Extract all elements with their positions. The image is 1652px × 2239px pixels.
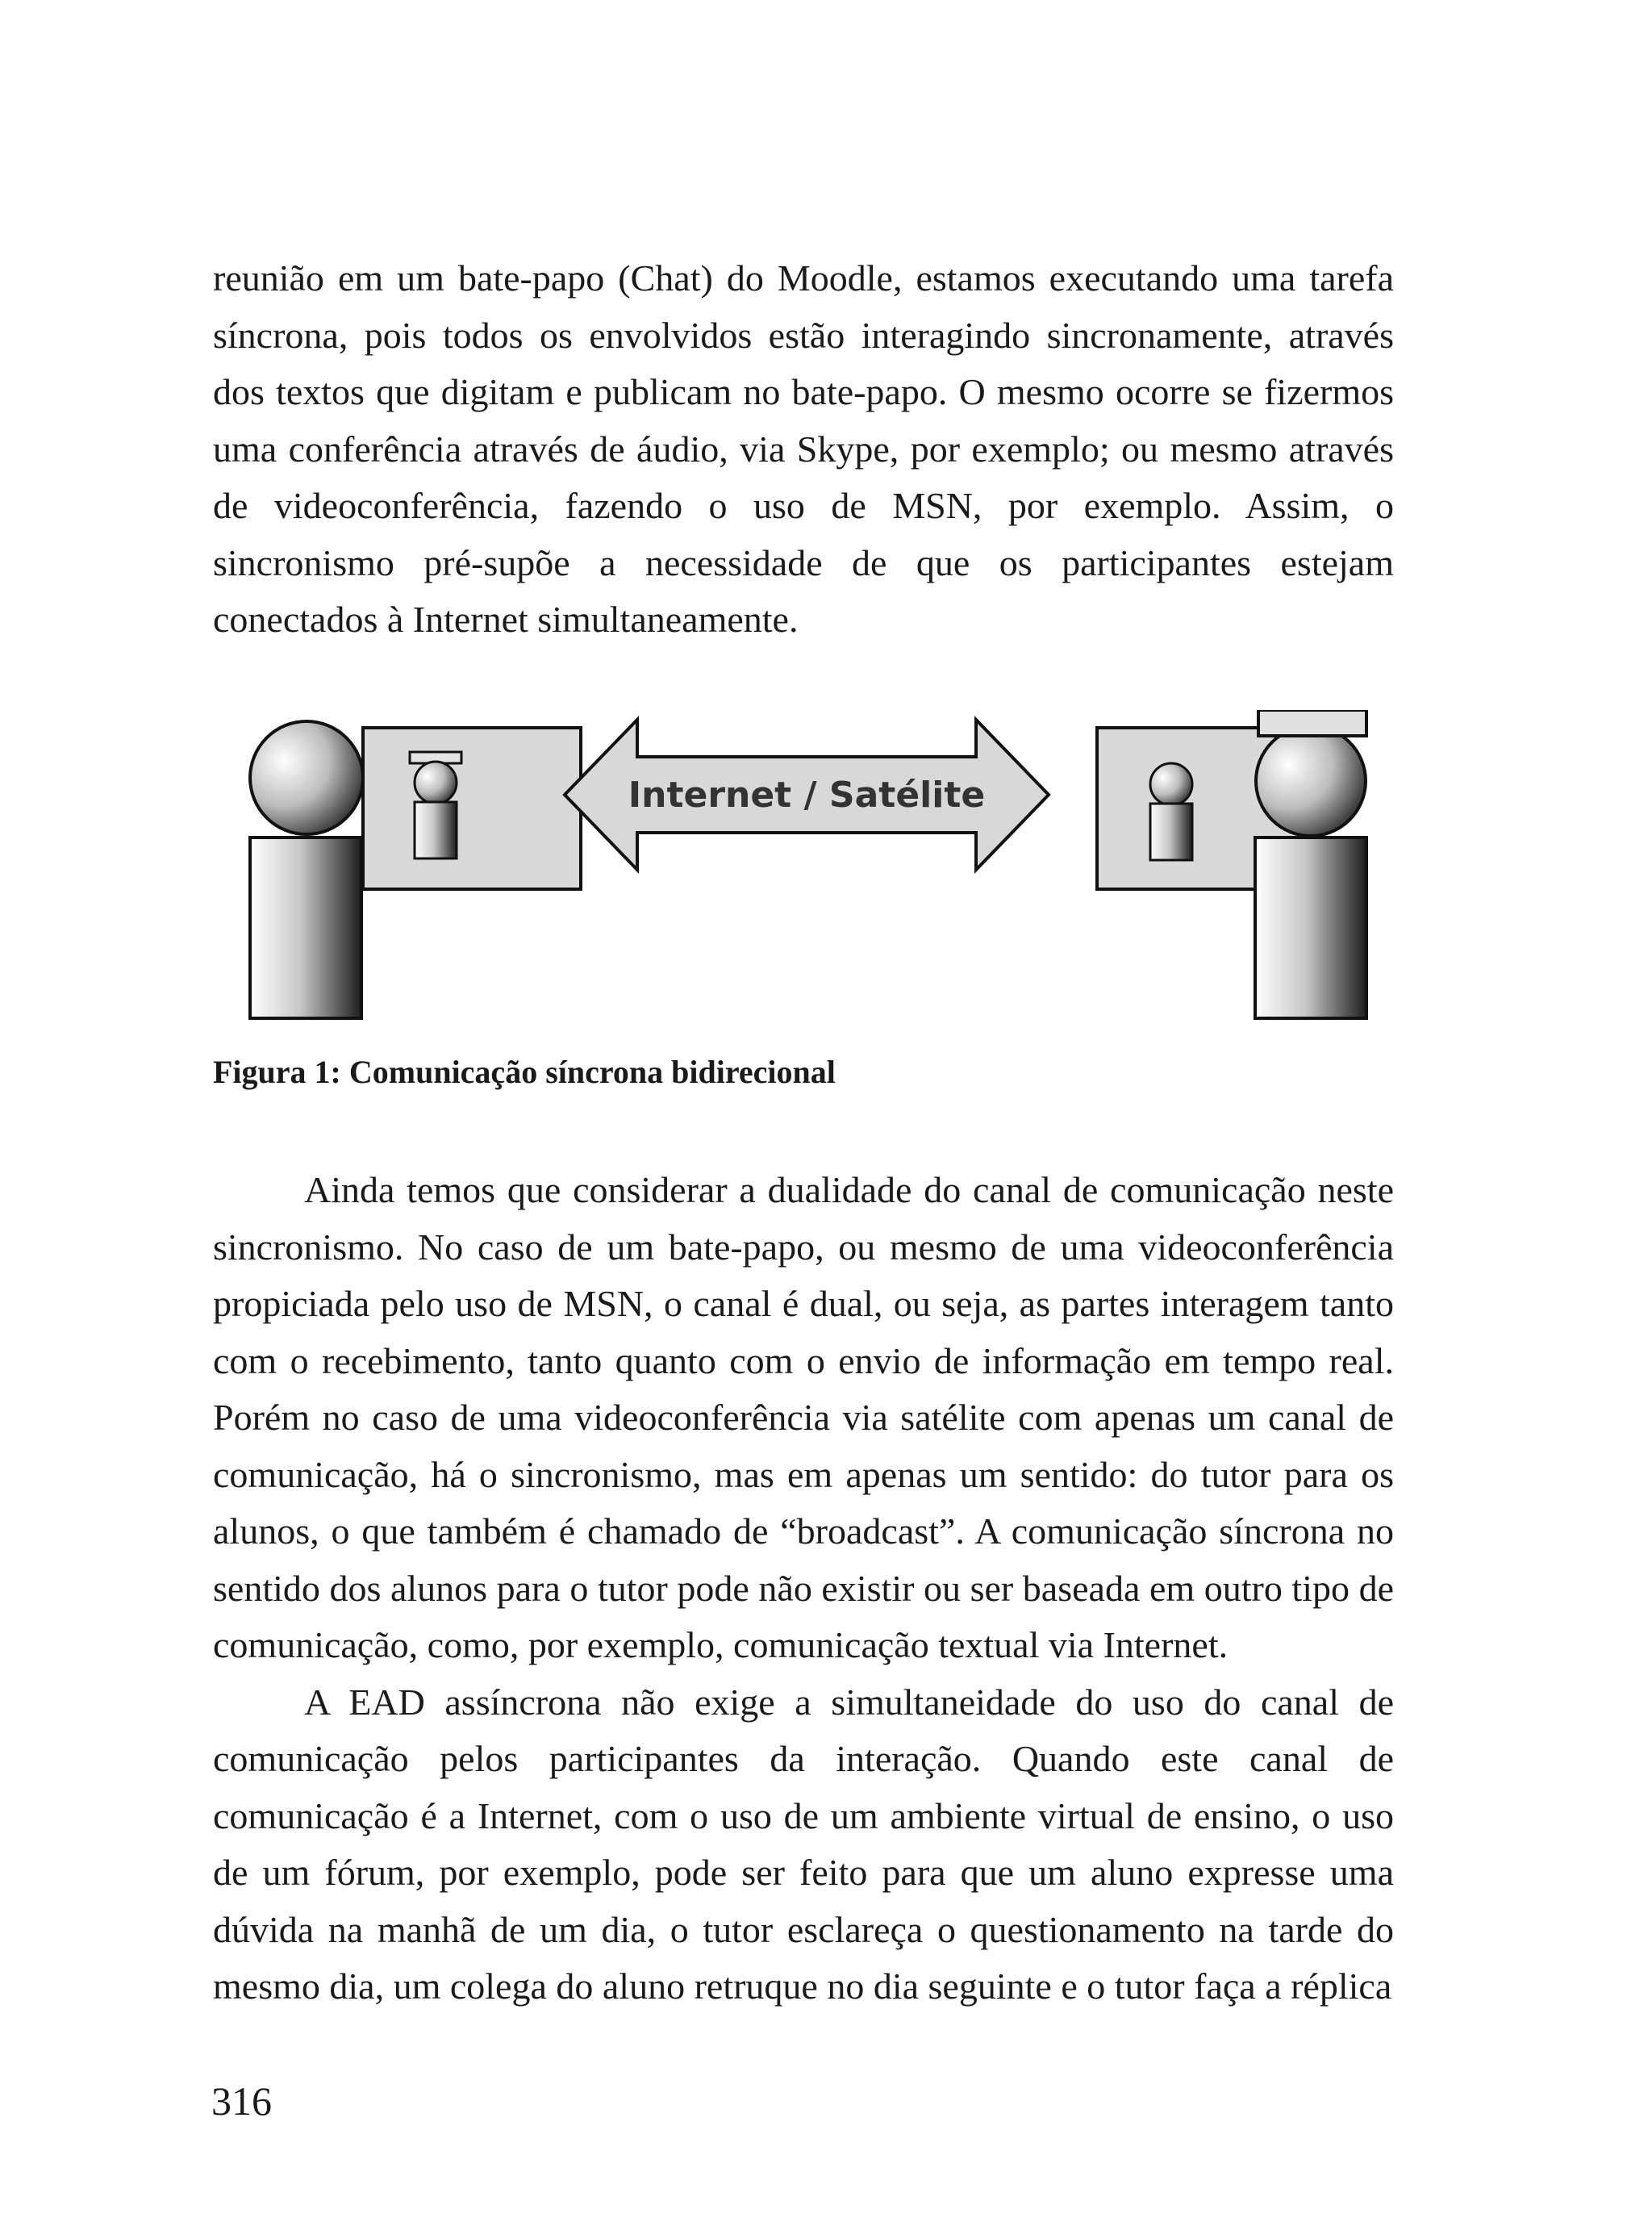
figure-synchronous-communication xyxy=(242,710,1371,1025)
right-person-head xyxy=(1256,726,1366,836)
right-small-person-head xyxy=(1150,763,1192,805)
right-small-person-body xyxy=(1150,804,1192,860)
page-number: 316 xyxy=(211,2078,272,2124)
body-text-bottom xyxy=(213,1162,1394,2016)
left-small-person-head xyxy=(415,762,457,804)
left-person-body xyxy=(250,838,361,1018)
diagram xyxy=(242,710,1371,1025)
body-text-top xyxy=(213,250,1394,649)
arrow-label: Internet / Satélite xyxy=(628,775,986,816)
left-screen xyxy=(363,728,581,889)
paragraph-1: reunião em um bate-papo (Chat) do Moodle, estamos executando uma tarefa síncrona, pois todos os envolvidos estão interagindo sincronamente, através dos textos que digitam e publicam no bate-papo. O mesmo ocorre se fizermos uma conferência através de áudio, via Skype, por exemplo; ou mesmo através de videoconferência, fazendo o uso de MSN, por exemplo. Assim, o sincronismo pré-supõe a necessidade de que os participantes estejam conectados à Internet simultaneamente. xyxy=(213,257,1394,640)
paragraph-3: A EAD assíncrona não exige a simultaneidade do uso do canal de comunicação pelos participantes da interação. Quando este canal de comunicação é a Internet, com o uso de um ambiente virtual de ensino, o uso de um fórum, por exemplo, pode ser feito para que um aluno expresse uma dúvida na manhã de um dia, o tutor esclareça o questionamento na tarde do mesmo dia, um colega do aluno retruque no dia seguinte e o tutor faça a réplica xyxy=(213,1681,1394,2007)
figure-caption: Figura 1: Comunicação síncrona bidirecional xyxy=(213,1054,836,1090)
left-person-head xyxy=(250,721,363,834)
left-small-person-body xyxy=(415,802,457,858)
right-person-body xyxy=(1255,838,1366,1018)
right-person-hat xyxy=(1258,710,1366,736)
paragraph-2: Ainda temos que considerar a dualidade do canal de comunicação neste sincronismo. No caso de um bate-papo, ou mesmo de uma videoconferência propiciada pelo uso de MSN, o canal é dual, ou seja, as partes interagem tanto com o recebimento, tanto quanto com o envio de informação em tempo real. Porém no caso de uma videoconferência via satélite com apenas um canal de comunicação, há o sincronismo, mas em apenas um sentido: do tutor para os alunos, o que também é chamado de “broadcast”. A comunicação síncrona no sentido dos alunos para o tutor pode não existir ou ser baseada em outro tipo de comunicação, como, por exemplo, comunicação textual via Internet. xyxy=(213,1169,1394,1665)
